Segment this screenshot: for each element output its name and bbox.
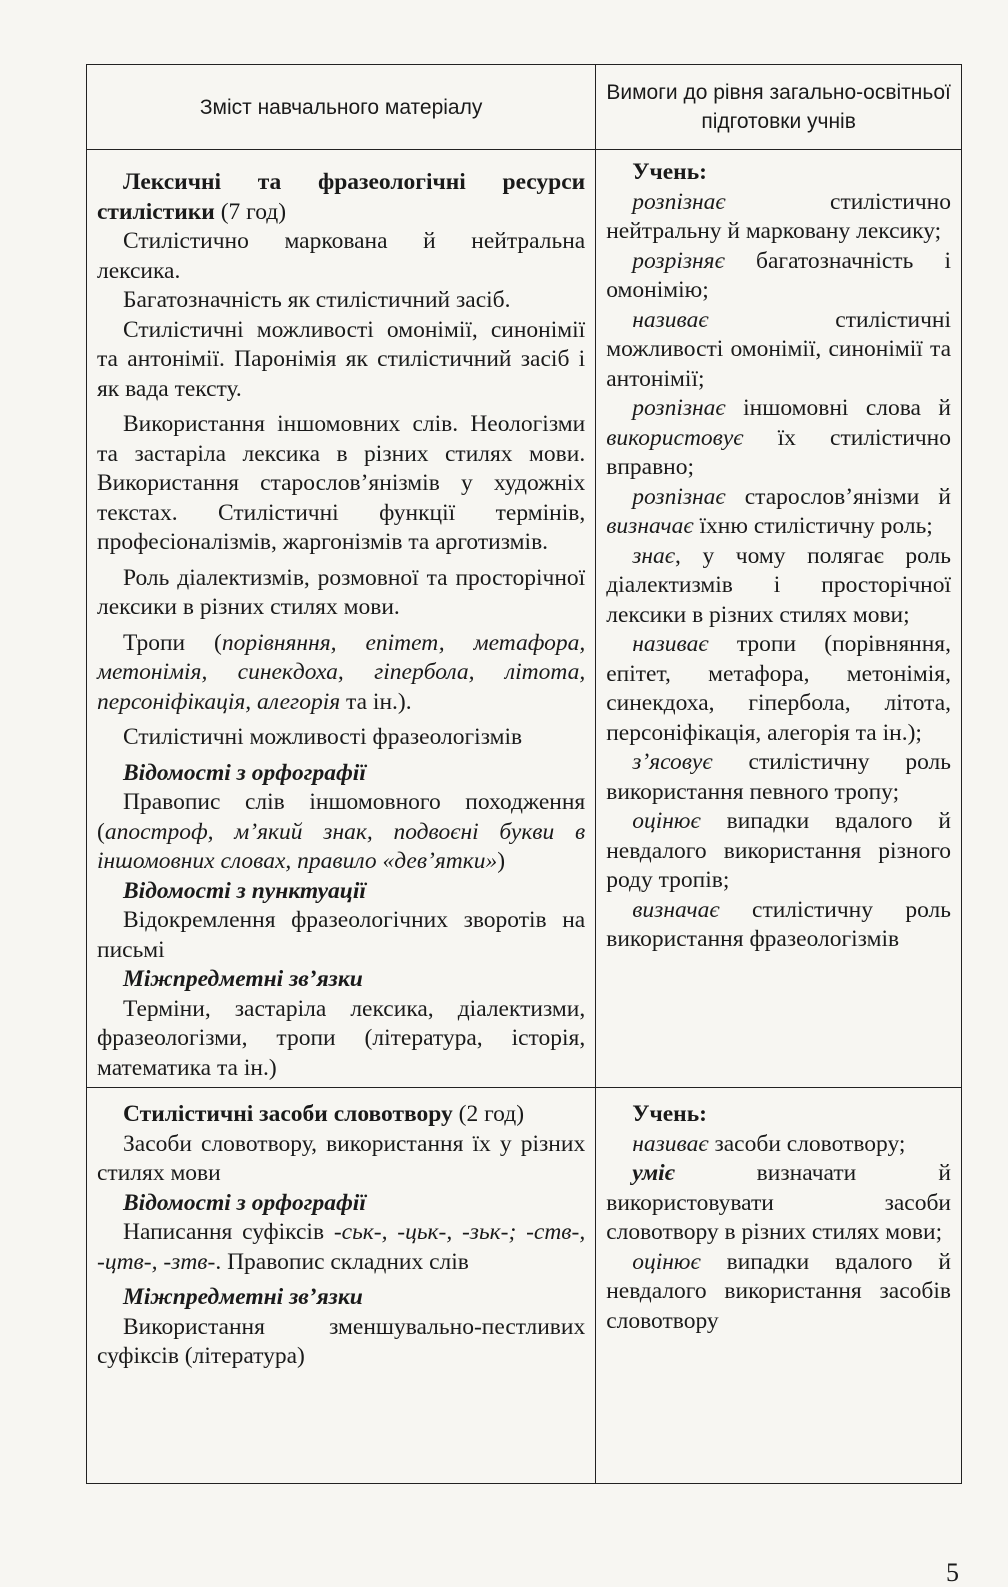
curriculum-table bbox=[86, 64, 962, 1484]
section-title: Стилістичні засоби словотвору (2 год) bbox=[123, 1101, 525, 1127]
requirement-item: називає стилістичні можливості омонімії, синонімії та антонімії; bbox=[606, 306, 951, 392]
paragraph: Багатозначність як стилістичний засіб. bbox=[123, 287, 511, 313]
paragraph: Стилістично маркована й нейтральна лексика. bbox=[97, 228, 586, 284]
paragraph: Стилістичні можливості омонімії, синонімії та антонімії. Паронімія як стилістичний засіб і як вада тексту. bbox=[97, 316, 586, 402]
requirement-item: оцінює випадки вдалого й невдалого використання засобів словотвору bbox=[606, 1248, 951, 1334]
orthography-paragraph: Написання суфіксів -ськ-, -цьк-, -зьк-; -ств-, -цтв-, -зтв-. Правопис складних слів bbox=[97, 1219, 586, 1275]
table-row bbox=[87, 1088, 962, 1484]
subheading-interdisciplinary: Міжпредметні зв’язки bbox=[123, 966, 363, 992]
section-title: Лексичні та фразеологічні ресурси стилістики (7 год) bbox=[97, 169, 586, 225]
paragraph: Використання іншомовних слів. Неологізми та застаріла лексика в різних стилях мови. Використання старослов’янізмів у художніх текстах. Стилістичні функції термінів, професіоналізмів, жаргонізмів та арготизмів. bbox=[97, 411, 586, 555]
requirement-item: розпізнає іншомовні слова й використовує їх стилістично вправно; bbox=[606, 395, 951, 480]
paragraph: Терміни, застаріла лексика, діалектизми, фразеологізми, тропи (література, історія, математика та ін.) bbox=[97, 995, 586, 1081]
requirement-item: з’ясовує стилістичну роль використання певного тропу; bbox=[606, 749, 951, 805]
header-requirements-column: Вимоги до рівня загально-освітньої підготовки учнів bbox=[596, 65, 962, 150]
requirement-item: оцінює випадки вдалого й невдалого використання різного роду тропів; bbox=[606, 808, 951, 893]
paragraph: Роль діалектизмів, розмовної та просторічної лексики в різних стилях мови. bbox=[97, 564, 586, 620]
paragraph: Стилістичні можливості фразеологізмів bbox=[123, 724, 523, 750]
paragraph: Використання зменшувально-пестливих суфіксів (література) bbox=[97, 1313, 586, 1369]
subheading-orthography: Відомості з орфографії bbox=[123, 1189, 366, 1216]
requirement-item: розпізнає старослов’янізми й визначає їхню стилістичну роль; bbox=[606, 483, 951, 539]
subheading-interdisciplinary: Міжпредметні зв’язки bbox=[123, 1284, 363, 1310]
requirement-item: знає, у чому полягає роль діалектизмів і просторічної лексики в різних стилях мови; bbox=[606, 542, 951, 628]
tropes-paragraph: Тропи (порівняння, епітет, метафора, метонімія, синекдоха, гіпербола, літота, персоніфікація, алегорія та ін.). bbox=[97, 629, 586, 715]
subheading-orthography: Відомості з орфографії bbox=[123, 759, 366, 786]
student-label: Учень: bbox=[632, 159, 707, 185]
page-number: 5 bbox=[946, 1558, 959, 1587]
requirement-item: називає тропи (порівняння, епітет, метафора, метонімія, синекдоха, гіпербола, літота, персоніфікація, алегорія та ін.); bbox=[606, 631, 951, 746]
content-cell-lexical bbox=[87, 150, 596, 1088]
requirements-cell-lexical bbox=[596, 150, 962, 1088]
paragraph: Відокремлення фразеологічних зворотів на письмі bbox=[97, 907, 586, 963]
content-cell-wordformation bbox=[87, 1088, 596, 1484]
subheading-punctuation: Відомості з пунктуації bbox=[123, 877, 366, 904]
header-content-column: Зміст навчального матеріалу bbox=[87, 65, 596, 150]
orthography-paragraph: Правопис слів іншомовного походження (апостроф, м’який знак, подвоєні букви в іншомовних словах, правило «дев’ятки») bbox=[97, 789, 586, 874]
requirement-item: розрізняє багатозначність і омонімію; bbox=[606, 247, 951, 303]
requirement-item: визначає стилістичну роль використання фразеологізмів bbox=[606, 896, 951, 952]
table-header-row bbox=[87, 65, 962, 150]
student-label: Учень: bbox=[632, 1101, 707, 1127]
paragraph: Засоби словотвору, використання їх у різних стилях мови bbox=[97, 1130, 586, 1186]
requirements-cell-wordformation bbox=[596, 1088, 962, 1484]
requirement-item: розпізнає стилістично нейтральну й марковану лексику; bbox=[606, 188, 951, 244]
table-row bbox=[87, 150, 962, 1088]
requirement-item: уміє визначати й використовувати засоби словотвору в різних стилях мови; bbox=[606, 1160, 951, 1245]
requirement-item: називає засоби словотвору; bbox=[632, 1130, 906, 1157]
